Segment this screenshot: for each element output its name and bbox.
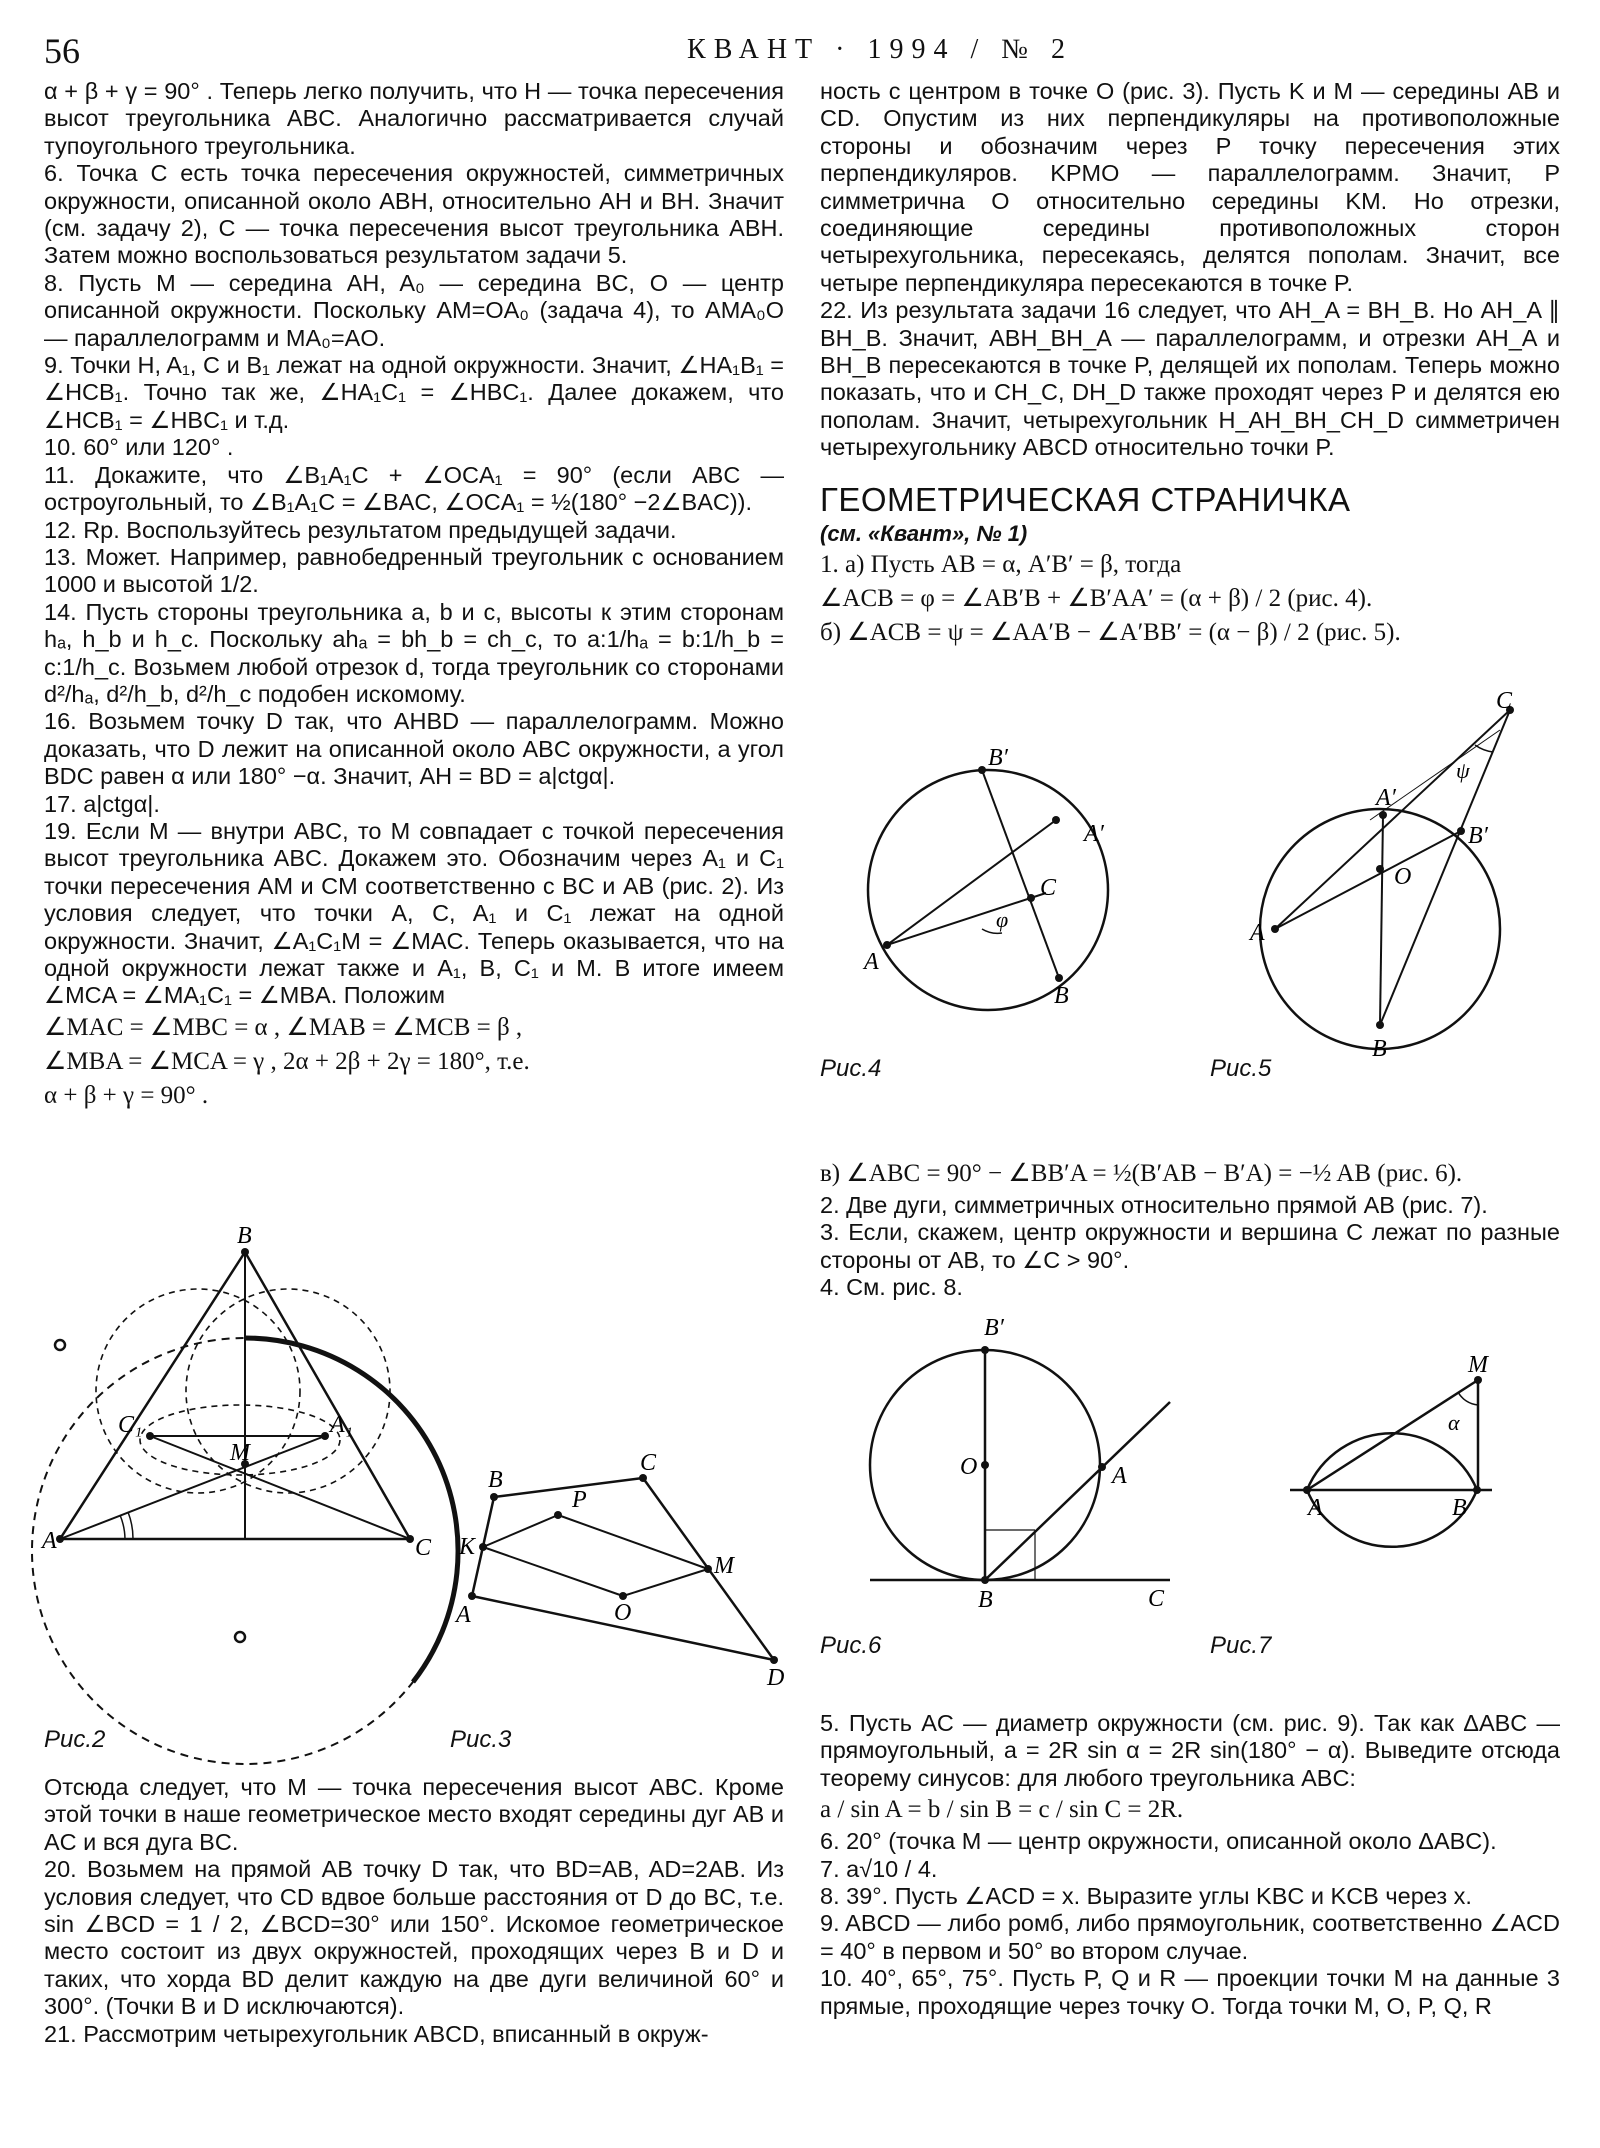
paragraph: 5. Пусть AC — диаметр окружности (см. рис. 9). Так как ΔABC — прямоугольный, a = 2R sin α = 2R sin(180° − α). Выведите отсюда теорему синусов: для любого треугольника ABC: bbox=[820, 1710, 1560, 1791]
fig5-label-C: C bbox=[1496, 688, 1513, 714]
right-column-bottom bbox=[820, 1710, 1560, 2020]
fig3-label-D: D bbox=[767, 1665, 785, 1691]
fig7-label-M: M bbox=[1468, 1352, 1488, 1378]
left-column-top bbox=[44, 78, 784, 1114]
section-line: ∠ACB = φ = ∠AB′B + ∠B′AA′ = (α + β) / 2 (рис. 4). bbox=[820, 585, 1373, 613]
fig7-label-alpha: α bbox=[1448, 1410, 1460, 1435]
caption-fig7: Рис.7 bbox=[1210, 1632, 1272, 1659]
fig3-label-O: O bbox=[614, 1600, 632, 1626]
paragraph: 4. См. рис. 8. bbox=[820, 1274, 963, 1301]
paragraph: 16. Возьмем точку D так, что AHBD — параллелограмм. Можно доказать, что D лежит на описанной около ABC окружности, а угол BDC равен α или 180° −α. Значит, AH = BD = a|ctgα|. bbox=[44, 708, 784, 790]
paragraph: 10. 60° или 120° . bbox=[44, 434, 234, 461]
figure-7 bbox=[1270, 1330, 1550, 1660]
left-column-bottom bbox=[44, 1774, 784, 2048]
paragraph: 8. Пусть M — середина AH, A₀ — середина BC, O — центр описанной окружности. Поскольку AM=OA₀ (задача 4), то AMA₀O — параллелограмм и MA₀=AO. bbox=[44, 269, 784, 351]
paragraph: 12. Rp. Воспользуйтесь результатом предыдущей задачи. bbox=[44, 516, 677, 543]
section-subtitle: (см. «Квант», № 1) bbox=[820, 520, 1028, 546]
paragraph: Отсюда следует, что M — точка пересечения высот ABC. Кроме этой точки в наше геометрическое место входят середины дуг AB и AC и вся дуга BC. bbox=[44, 1774, 784, 1855]
paragraph: 22. Из результата задачи 16 следует, что AH_A = BH_B. Но AH_A ∥ BH_B. Значит, ABH_BH_A — параллелограмм, и отрезки AH_A и BH_B пересекаются в точке P, делящей их пополам. Теперь можно показать, что и CH_C, DH_D также проходят через P и делятся ею пополам. Значит, четырехугольник H_AH_BH_CH_D симметричен четырехугольнику ABCD относительно точки P. bbox=[820, 297, 1560, 461]
paragraph: 9. ABCD — либо ромб, либо прямоугольник, соответственно ∠ACD = 40° в первом и 50° во втором случае. bbox=[820, 1910, 1560, 1964]
figure-2 bbox=[40, 1210, 470, 1710]
paragraph: 20. Возьмем на прямой AB точку D так, что BD=AB, AD=2AB. Из условия следует, что CD вдвое больше расстояния от D до BC, т.е. sin ∠BCD = 1 / 2, ∠BCD=30° или 150°. Искомое геометрическое место состоит из двух окружностей, проходящих через B и D и таких, что хорда BD делит каждую на две дуги величиной 60° и 300°. (Точки B и D исключаются). bbox=[44, 1856, 784, 2020]
paragraph: 19. Если M — внутри ABC, то M совпадает с точкой пересечения высот треугольника ABC. Докажем это. Обозначим через A₁ и C₁ точки пересечения AM и CM соответственно с BC и AB (рис. 2). Из условия следует, что точки A, C, A₁ и C₁ лежат на одной окружности. Значит, ∠A₁C₁M = ∠MAC. Теперь оказывается, что на одной окружности лежат также и A₁, B, C₁ и M. В итоге имеем ∠MCA = ∠MA₁C₁ = ∠MBA. Положим bbox=[44, 817, 784, 1009]
paragraph: α + β + γ = 90° . Теперь легко получить, что H — точка пересечения высот треугольника ABC. Аналогично рассматривается случай тупоугольного треугольника. bbox=[44, 78, 784, 159]
fig6-label-O: O bbox=[960, 1454, 978, 1480]
paragraph: 6. Точка C есть точка пересечения окружностей, симметричных окружности, описанной около ABH, относительно AH и BH. Значит (см. задачу 2), C — точка пересечения высот треугольника ABH. Затем можно воспользоваться результатом задачи 5. bbox=[44, 160, 784, 269]
caption-fig6: Рис.6 bbox=[820, 1632, 882, 1659]
fig4-label-A: A bbox=[864, 949, 879, 975]
paragraph: 8. 39°. Пусть ∠ACD = x. Выразите углы KBC и KCB через x. bbox=[820, 1883, 1472, 1910]
caption-fig4: Рис.4 bbox=[820, 1055, 882, 1082]
paragraph: 3. Если, скажем, центр окружности и вершина C лежат по разные стороны от AB, то ∠C > 90°. bbox=[820, 1219, 1560, 1273]
fig3-label-M: M bbox=[714, 1553, 734, 1579]
fig5-label-B: B bbox=[1372, 1036, 1387, 1062]
paragraph: 21. Рассмотрим четырехугольник ABCD, вписанный в окруж- bbox=[44, 2020, 709, 2047]
fig4-label-Ap: A′ bbox=[1084, 821, 1104, 847]
formula-line: ∠MBA = ∠MCA = γ , 2α + 2β + 2γ = 180°, т.е. bbox=[44, 1047, 530, 1075]
fig2-label-C1: C₁ bbox=[118, 1412, 143, 1438]
fig6-label-C: C bbox=[1148, 1586, 1165, 1612]
section-line: 1. а) Пусть AB = α, A′B′ = β, тогда bbox=[820, 551, 1182, 579]
fig5-label-A: A bbox=[1250, 920, 1265, 946]
fig3-label-K: K bbox=[459, 1534, 476, 1560]
paragraph: 6. 20° (точка M — центр окружности, описанной около ΔABC). bbox=[820, 1828, 1497, 1855]
figure-3 bbox=[450, 1450, 790, 1700]
section-line: б) ∠ACB = ψ = ∠AA′B − ∠A′BB′ = (α − β) / 2 (рис. 5). bbox=[820, 619, 1401, 647]
fig7-label-B: B bbox=[1452, 1495, 1467, 1521]
fig3-label-B: B bbox=[488, 1467, 503, 1493]
fig5-label-O: O bbox=[1394, 864, 1412, 890]
paragraph: ность с центром в точке O (рис. 3). Пусть K и M — середины AB и CD. Опустим из них перпендикуляры на противоположные стороны и обозначим через P точку пересечения этих перпендикуляров. KPMO — параллелограмм. Значит, P симметрична O относительно середины KM. Но отрезки, соединяющие середины противоположных сторон четырехугольника, пересекаясь, делятся пополам. Значит, все четыре перпендикуляра пересекаются в точке P. bbox=[820, 78, 1560, 296]
fig5-label-Bp: B′ bbox=[1468, 823, 1488, 849]
paragraph: 9. Точки H, A₁, C и B₁ лежат на одной окружности. Значит, ∠HA₁B₁ = ∠HCB₁. Точно так же, ∠HA₁C₁ = ∠HBC₁. Далее докажем, что ∠HCB₁ = ∠HBC₁ и т.д. bbox=[44, 352, 784, 433]
fig2-label-A1: A₁ bbox=[330, 1412, 354, 1438]
figure-4 bbox=[860, 745, 1120, 1025]
page-header bbox=[0, 30, 1600, 70]
fig2-label-A: A bbox=[42, 1528, 57, 1554]
caption-fig2: Рис.2 bbox=[44, 1726, 106, 1753]
formula-line: a / sin A = b / sin B = c / sin C = 2R. bbox=[820, 1796, 1184, 1824]
fig3-label-P: P bbox=[572, 1487, 587, 1513]
fig2-label-M: M bbox=[230, 1440, 250, 1466]
caption-fig3: Рис.3 bbox=[450, 1726, 512, 1753]
paragraph: 14. Пусть стороны треугольника a, b и c, высоты к этим сторонам hₐ, h_b и h_c. Поскольку ahₐ = bh_b = ch_c, то a:1/hₐ = b:1/h_b = c:1/h_c. Возьмем любой отрезок d, тогда треугольник со сторонами d²/hₐ, d²/h_b, d²/h_c подобен искомому. bbox=[44, 598, 784, 707]
fig4-label-B: B bbox=[1054, 983, 1069, 1009]
fig2-label-B: B bbox=[237, 1223, 252, 1249]
paragraph: 2. Две дуги, симметричных относительно прямой AB (рис. 7). bbox=[820, 1192, 1488, 1218]
fig6-label-B: B bbox=[978, 1587, 993, 1613]
figure-6 bbox=[870, 1315, 1190, 1625]
fig6-label-Bp: B′ bbox=[984, 1315, 1004, 1341]
formula-line: α + β + γ = 90° . bbox=[44, 1081, 209, 1109]
section-title: ГЕОМЕТРИЧЕСКАЯ СТРАНИЧКА bbox=[820, 480, 1351, 518]
paragraph: 17. a|ctgα|. bbox=[44, 790, 160, 817]
fig3-label-C: C bbox=[640, 1450, 657, 1476]
paragraph: 13. Может. Например, равнобедренный треугольник с основанием 1000 и высотой 1/2. bbox=[44, 543, 784, 598]
journal-title: КВАНТ · 1994 / № 2 bbox=[687, 34, 1073, 65]
caption-fig5: Рис.5 bbox=[1210, 1055, 1272, 1082]
fig6-label-A: A bbox=[1112, 1463, 1127, 1489]
figure-5 bbox=[1250, 690, 1530, 1070]
formula-line: в) ∠ABC = 90° − ∠BB′A = ½(B′AB − B′A) = −½ AB (рис. 6). bbox=[820, 1160, 1463, 1187]
right-column-middle bbox=[820, 1156, 1560, 1302]
paragraph: 11. Докажите, что ∠B₁A₁C + ∠OCA₁ = 90° (если ABC — остроугольный, то ∠B₁A₁C = ∠BAC, ∠OCA₁ = ½(180° −2∠BAC)). bbox=[44, 461, 784, 516]
fig4-label-C: C bbox=[1040, 875, 1057, 901]
fig3-label-A: A bbox=[456, 1602, 471, 1628]
paragraph: 10. 40°, 65°, 75°. Пусть P, Q и R — проекции точки M на данные 3 прямые, проходящие через точку O. Тогда точки M, O, P, Q, R bbox=[820, 1965, 1560, 2019]
formula-line: ∠MAC = ∠MBC = α , ∠MAB = ∠MCB = β , bbox=[44, 1013, 523, 1041]
right-column-top bbox=[820, 78, 1560, 651]
fig7-label-A: A bbox=[1308, 1495, 1323, 1521]
fig4-label-Bp: B′ bbox=[988, 745, 1008, 771]
page-number: 56 bbox=[44, 31, 80, 71]
fig5-label-Ap: A′ bbox=[1376, 785, 1396, 811]
fig2-label-C: C bbox=[415, 1535, 432, 1561]
fig5-label-psi: ψ bbox=[1456, 758, 1470, 783]
fig4-label-phi: φ bbox=[996, 907, 1009, 932]
paragraph: 7. a√10 / 4. bbox=[820, 1855, 938, 1882]
